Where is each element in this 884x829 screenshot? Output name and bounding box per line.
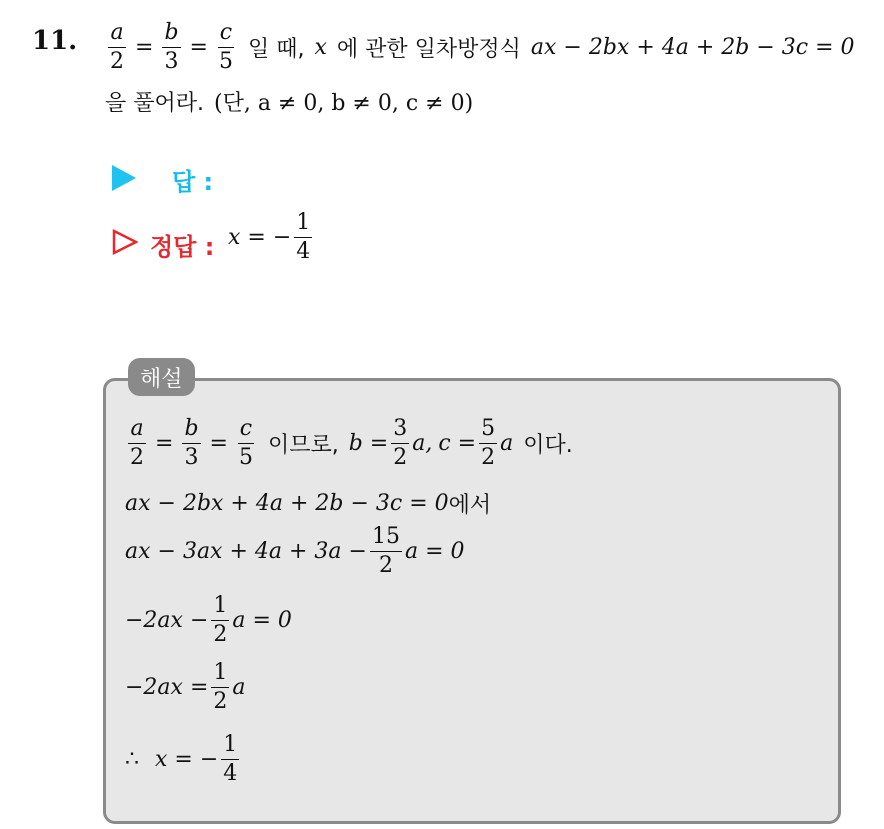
question-line-1: $\frac{a}{2}$ = $\frac{b}{3}$ = $\frac{c}{5}$ 일 때, x 에 관한 일차방정식 ax − 2bx + 4a + 2b − 3c = 0 [110, 20, 855, 74]
text-when: 일 때, [247, 37, 305, 62]
solution-line-2: ax − 2bx + 4a + 2b − 3c = 0 에서 [125, 491, 492, 518]
key-answer-value: x = − $\frac{1}{4}$ [228, 210, 311, 264]
key-answer-label: 정답 : [150, 233, 215, 261]
answer-label: 답 : [172, 168, 214, 196]
fraction-a-over-2: $\frac{a}{2}$ [110, 20, 124, 74]
key-answer-arrow-icon [112, 229, 138, 255]
answer-arrow-icon [112, 165, 136, 191]
fraction-1-over-4: $\frac{1}{4}$ [296, 210, 311, 264]
question-condition: (단, a ≠ 0, b ≠ 0, c ≠ 0) [214, 91, 474, 116]
solution-line-3: ax − 3ax + 4a + 3a − $\frac{15}{2}$ a = 0 [125, 524, 465, 578]
solution-line-1: $\frac{a}{2}$ = $\frac{b}{3}$ = $\frac{c}{5}$ 이므로, b = $\frac{3}{2}$ a, c = $\frac{5}{2}$ a 이다. [130, 416, 573, 470]
fraction-c-over-5: $\frac{c}{5}$ [218, 20, 233, 74]
fraction-b-over-3: $\frac{b}{3}$ [164, 20, 179, 74]
question-number: 11. [32, 26, 78, 56]
variable-x: x [314, 35, 327, 60]
solution-tag: 해설 [128, 358, 195, 396]
solution-line-6: ∴ x = − $\frac{1}{4}$ [125, 732, 238, 786]
text-linear-equation: 에 관한 일차방정식 [336, 37, 521, 62]
question-line-2 [105, 86, 473, 117]
text-solve: 을 풀어라. [105, 91, 204, 116]
solution-line-4: −2ax − $\frac{1}{2}$ a = 0 [125, 593, 292, 647]
question-equation: ax − 2bx + 4a + 2b − 3c = 0 [530, 35, 855, 60]
solution-line-5: −2ax = $\frac{1}{2}$ a [125, 660, 246, 714]
therefore-symbol: ∴ [125, 747, 139, 772]
